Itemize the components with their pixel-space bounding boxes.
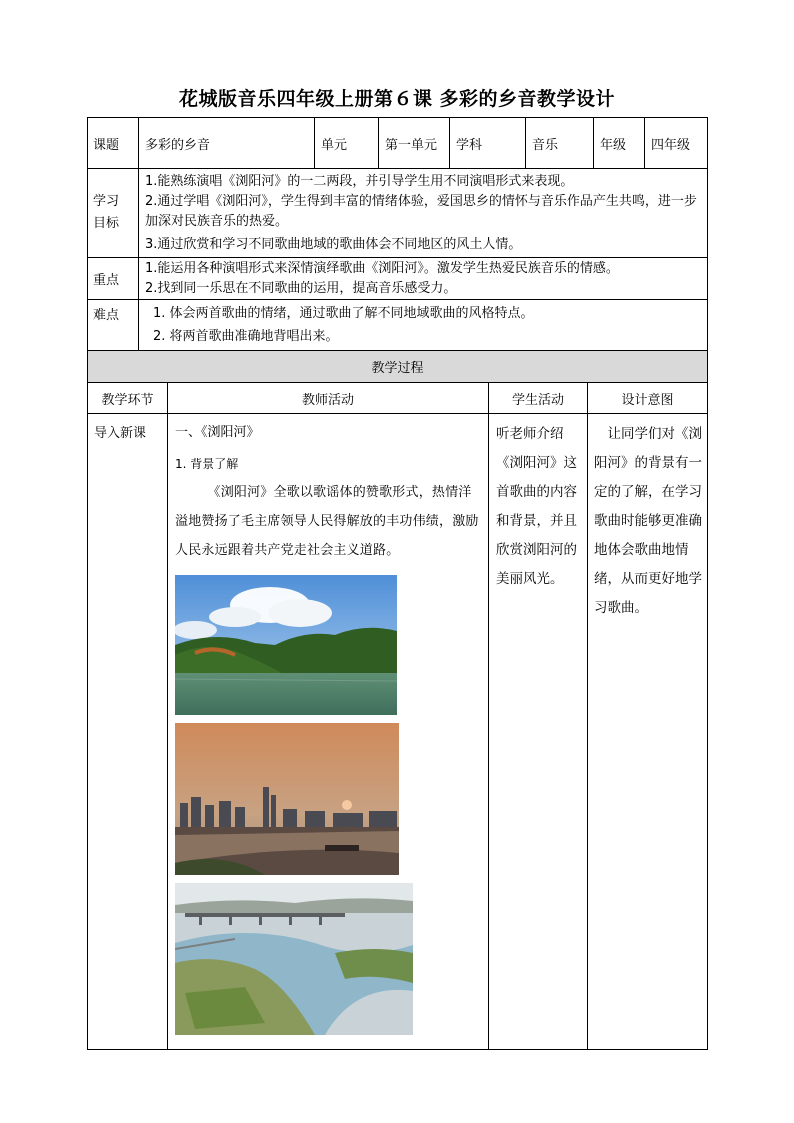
objectives-label-text: 学习目标: [93, 194, 120, 231]
objectives-row: [88, 169, 708, 258]
design-intent-cell: 让同学们对《浏阳河》的背景有一定的了解，在学习歌曲时能够更准确地体会歌曲地情绪，从而更好地学习歌曲。: [588, 414, 708, 1050]
teacher-subtitle: 1. 背景了解: [175, 457, 239, 471]
difficulties-content: [139, 300, 708, 351]
key-point-item: 2.找到同一乐思在不同歌曲的运用，提高音乐感受力。: [145, 280, 457, 296]
key-points-label: 重点: [88, 258, 139, 300]
process-banner: 教学过程: [88, 351, 708, 383]
objectives-label: [88, 169, 139, 258]
river-bridge-photo: [175, 883, 413, 1035]
process-row: [88, 414, 708, 1050]
subject-label: 学科: [450, 118, 526, 169]
difficulties-row: [88, 300, 708, 351]
lesson-info-table: [87, 117, 708, 351]
objectives-content: [139, 169, 708, 258]
topic-label: 课题: [88, 118, 139, 169]
key-points-row: [88, 258, 708, 300]
key-points-content: [139, 258, 708, 300]
teaching-process-table: [87, 350, 708, 1050]
difficulties-label: 难点: [88, 300, 139, 351]
subject-value: 音乐: [526, 118, 594, 169]
header-student: 学生活动: [489, 383, 588, 414]
header-intent: 设计意图: [588, 383, 708, 414]
info-row: [88, 118, 708, 169]
teacher-paragraph: 《浏阳河》全歌以歌谣体的赞歌形式，热情洋溢地赞扬了毛主席领导人民得解放的丰功伟绩，激励人民永远跟着共产党走社会主义道路。: [175, 485, 479, 558]
objective-item: 2.通过学唱《浏阳河》，学生得到丰富的情绪体验，爱国思乡的情怀与音乐作品产生共鸣，进一步加深对民族音乐的热爱。: [145, 194, 697, 229]
teacher-activity-cell: [168, 414, 489, 1050]
process-header-row: [88, 383, 708, 414]
page-title: 花城版音乐四年级上册第６课 多彩的乡音教学设计: [178, 88, 616, 110]
unit-value: 第一单元: [379, 118, 450, 169]
grade-value: 四年级: [645, 118, 708, 169]
teacher-section-title: 一、《浏阳河》: [175, 425, 260, 440]
topic-value: 多彩的乡音: [139, 118, 315, 169]
process-banner-row: [88, 351, 708, 383]
objective-item: 1.能熟练演唱《浏阳河》的一二两段，并引导学生用不同演唱形式来表现。: [145, 174, 574, 189]
objective-item: 3.通过欣赏和学习不同歌曲地域的歌曲体会不同地区的风土人情。: [145, 237, 522, 252]
grade-label: 年级: [594, 118, 645, 169]
difficulty-item: 1. 体会两首歌曲的情绪，通过歌曲了解不同地域歌曲的风格特点。: [153, 306, 534, 321]
unit-label: 单元: [315, 118, 379, 169]
city-sunset-photo: [175, 723, 399, 875]
stage-cell: 导入新课: [88, 414, 168, 1050]
difficulty-item: 2. 将两首歌曲准确地背唱出来。: [153, 329, 339, 344]
key-point-item: 1.能运用各种演唱形式来深情演绎歌曲《浏阳河》。激发学生热爱民族音乐的情感。: [145, 260, 619, 276]
student-activity-cell: 听老师介绍《浏阳河》这首歌曲的内容和背景，并且欣赏浏阳河的美丽风光。: [489, 414, 588, 1050]
lake-photo: [175, 575, 397, 715]
header-teacher: 教师活动: [168, 383, 489, 414]
header-stage: 教学环节: [88, 383, 168, 414]
